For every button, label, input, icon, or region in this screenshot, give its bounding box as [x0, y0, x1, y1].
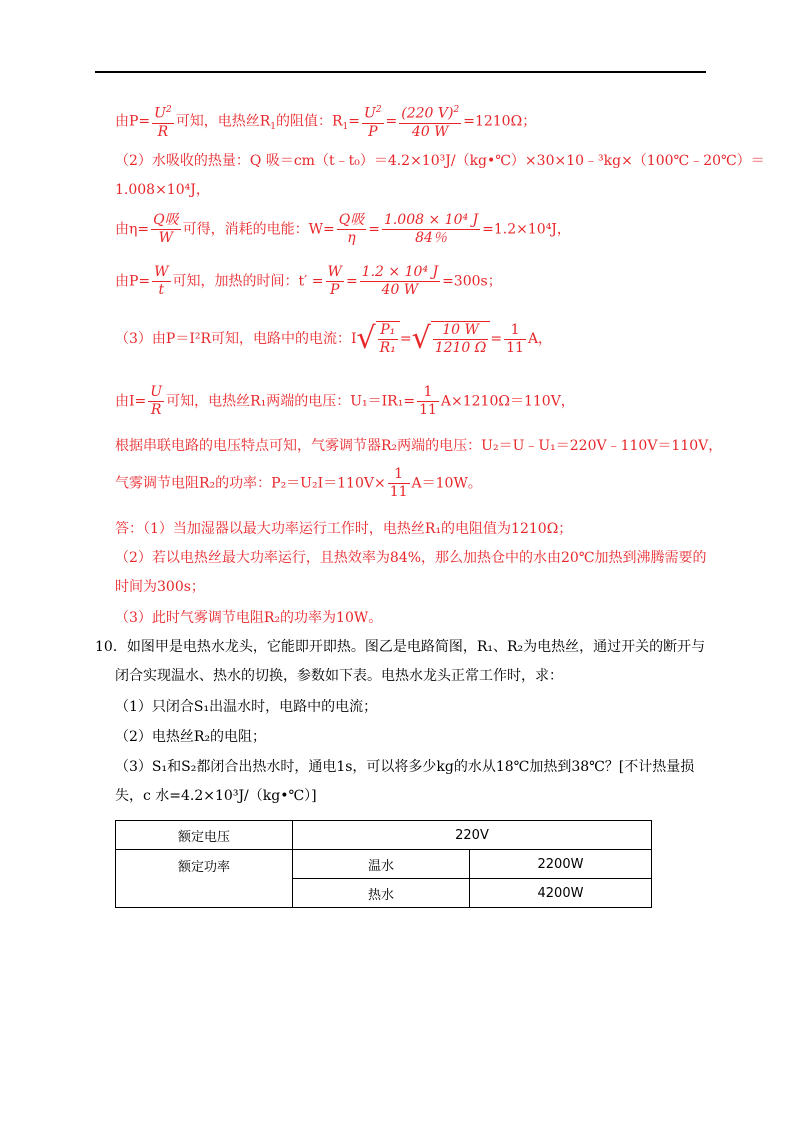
solution-line-9: 气雾调节电阻R₂的功率：P₂＝U₂I＝110V× $\frac{1}{11}$ A＝10W。 [115, 466, 482, 500]
fraction: $\frac{\text{Q吸}}{W}$ [153, 212, 179, 246]
answer-line-4: （3）此时气雾调节电阻R₂的功率为10W。 [115, 610, 383, 626]
solution-line-8: 根据串联电路的电压特点可知，气雾调节器R₂两端的电压：U₂＝U﹣U₁＝220V﹣110V＝110V， [115, 438, 723, 454]
fraction: $\frac{1}{11}$ [506, 321, 524, 356]
header-rule [95, 71, 706, 73]
table-row [116, 850, 652, 879]
question-line-4: （2）电热丝R₂的电阻； [115, 729, 267, 745]
table-cell: 额定功率 [116, 850, 293, 908]
solution-line-6: （3）由P＝I²R可知，电路中的电流：I√ $\frac{\text{P₁}}{\text{R₁}}$ =√ $\frac{10 W}{1210 \Omega}$ = $\frac{1}{11}$ A， [115, 321, 553, 356]
question-line-5: （3）S₁和S₂都闭合出热水时，通电1s，可以将多少kg的水从18℃加热到38℃？[不计热量损 [115, 759, 695, 775]
question-line-6: 失，c 水=4.2×10³J/（kg•℃）] [115, 788, 317, 804]
solution-line-7: 由I= $\frac{U}{R}$ 可知，电热丝R₁两端的电压：U₁＝IR₁= $\frac{1}{11}$ A×1210Ω＝110V， [115, 384, 575, 418]
table-cell: 2200W [470, 850, 652, 879]
question-line-3: （1）只闭合S₁出温水时，电路中的电流； [115, 699, 378, 715]
answer-line-3: 时间为300s； [115, 579, 205, 595]
fraction: $\frac{\text{1.2 × 10⁴ J}}{40 W}$ [361, 264, 439, 298]
fraction: $\frac{\text{Q吸}}{\eta}$ [338, 212, 365, 246]
square-root: √ $\frac{\text{P₁}}{\text{R₁}}$ [357, 321, 400, 357]
question-line-2: 闭合实现温水、热水的切换，参数如下表。电热水龙头正常工作时，求： [115, 668, 563, 684]
table-row [116, 821, 652, 850]
table-cell: 220V [293, 821, 652, 850]
question-line-1: 10．如图甲是电热水龙头，它能即开即热。图乙是电路简图，R₁、R₂为电热丝，通过开关的断开与 [95, 639, 706, 655]
fraction: $\frac{U^2}{P}$ [362, 102, 384, 141]
solution-line-5: 由P= $\frac{W}{t}$ 可知，加热的时间：t′ = $\frac{W}{P}$ = $\frac{\text{1.2 × 10⁴ J}}{40 W}$ =300s； [115, 264, 502, 298]
square-root: √ $\frac{10 W}{1210 \Omega}$ [412, 321, 491, 357]
answer-line-2: （2）若以电热丝最大功率运行，且热效率为84%，那么加热仓中的水由20℃加热到沸腾需要的 [115, 550, 707, 566]
solution-line-3: 1.008×10⁴J， [115, 182, 210, 198]
fraction: $\frac{W}{t}$ [154, 264, 169, 298]
fraction: $\frac{1}{11}$ [389, 466, 408, 500]
fraction: $\frac{\text{1.008 × 10⁴ J}}{84\%}$ [383, 212, 479, 246]
table-cell: 温水 [293, 850, 470, 879]
parameter-table [115, 820, 652, 908]
fraction: $\frac{1}{11}$ [419, 384, 437, 418]
solution-line-1: 由P= $\frac{U^2}{R}$ 可知，电热丝$R_1$的阻值：$R_1=$ $\frac{U^2}{P}$ = $\frac{(220 V)^2}{40 W}$ =1210Ω； [115, 102, 536, 141]
table-cell: 额定电压 [116, 821, 293, 850]
fraction: $\frac{U^2}{R}$ [152, 102, 174, 141]
solution-line-4: 由η= $\frac{\text{Q吸}}{W}$ 可得，消耗的电能：W= $\frac{\text{Q吸}}{\eta}$ = $\frac{\text{1.008 × 10⁴ J}}{84\%}$ =1.2×10⁴J， [115, 212, 571, 246]
fraction: $\frac{(220 V)^2}{40 W}$ [399, 102, 461, 141]
fraction: $\frac{W}{P}$ [327, 264, 342, 298]
table-cell: 热水 [293, 879, 470, 908]
fraction: $\frac{U}{R}$ [150, 384, 163, 418]
solution-line-2: （2）水吸收的热量：Q 吸＝cm（t﹣t₀）＝4.2×10³J/（kg•℃）×30×10﹣³kg×（100℃﹣20℃）＝ [115, 153, 765, 169]
table-cell: 4200W [470, 879, 652, 908]
answer-line-1: 答：（1）当加湿器以最大功率运行工作时，电热丝R₁的电阻值为1210Ω； [115, 521, 573, 537]
